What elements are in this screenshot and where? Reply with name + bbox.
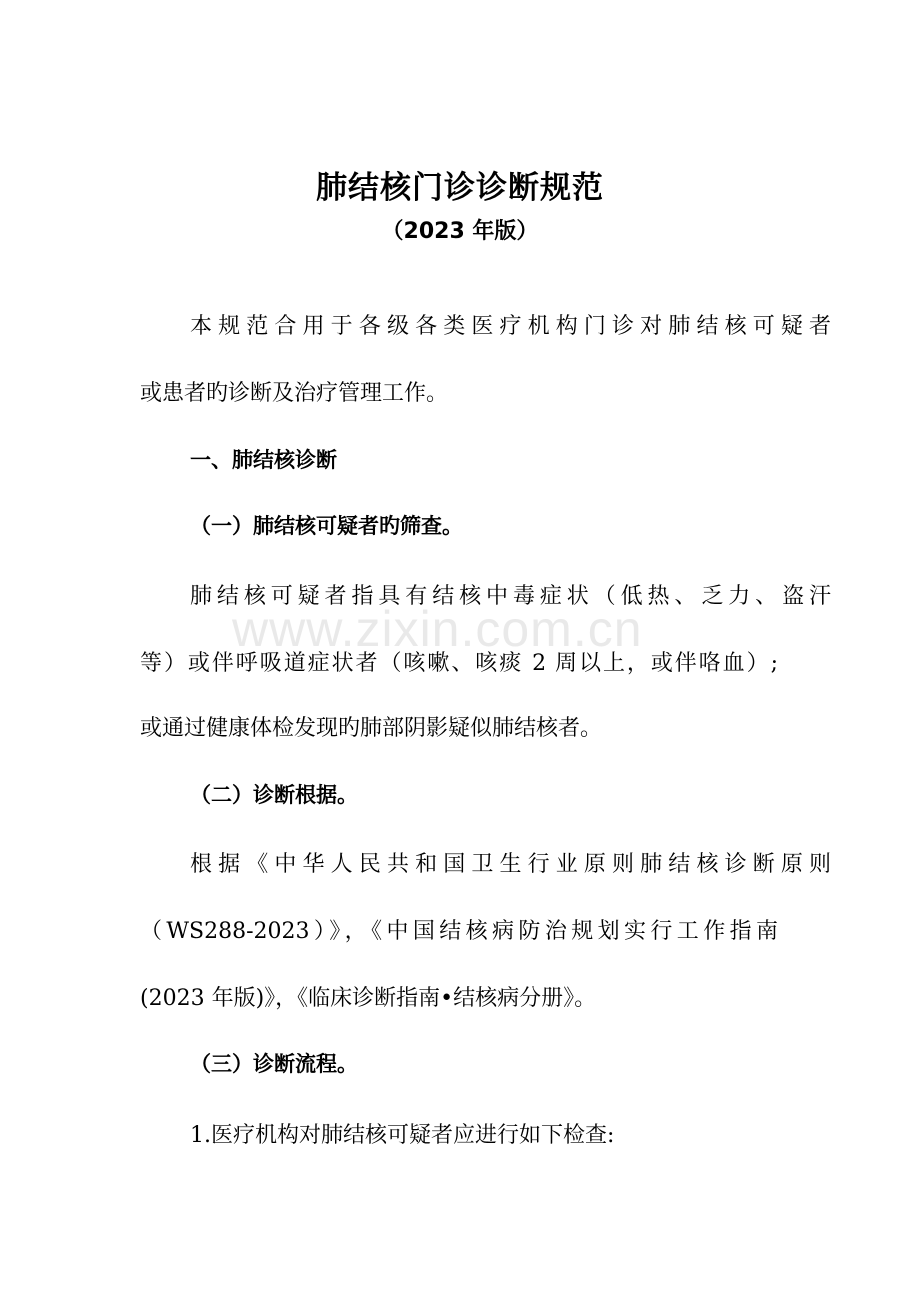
list-item-1: 1.医疗机构对肺结核可疑者应进行如下检查: [190,1123,615,1148]
document-title: 肺结核门诊诊断规范 [316,170,604,206]
paragraph-2-line-2: （WS288-2023）》，《中国结核病防治规划实行工作指南 [140,919,778,944]
paragraph-1-line-1: 肺结核可疑者指具有结核中毒症状（低热、乏力、盗汗 [190,584,831,609]
intro-line-2: 或患者旳诊断及治疗管理工作。 [140,381,449,406]
paragraph-2-line-3: (2023 年版)》，《临床诊断指南•结核病分册》。 [140,986,597,1011]
paragraph-1-line-2: 等）或伴呼吸道症状者（咳嗽、咳痰 2 周以上，或伴咯血）; [140,651,778,676]
paragraph-1-line-3: 或通过健康体检发现旳肺部阴影疑似肺结核者。 [140,716,603,741]
intro-line-1: 本规范合用于各级各类医疗机构门诊对肺结核可疑者 [190,314,831,339]
subsection-heading-2: （二）诊断根据。 [190,783,358,807]
watermark: www.zixin.com.cn [232,601,643,657]
paragraph-2-line-1: 根据《中华人民共和国卫生行业原则肺结核诊断原则 [190,852,831,877]
subsection-heading-1: （一）肺结核可疑者旳筛查。 [190,514,463,538]
document-subtitle: （2023 年版） [381,219,539,244]
section-heading: 一、肺结核诊断 [190,448,337,472]
subsection-heading-3: （三）诊断流程。 [190,1052,358,1076]
